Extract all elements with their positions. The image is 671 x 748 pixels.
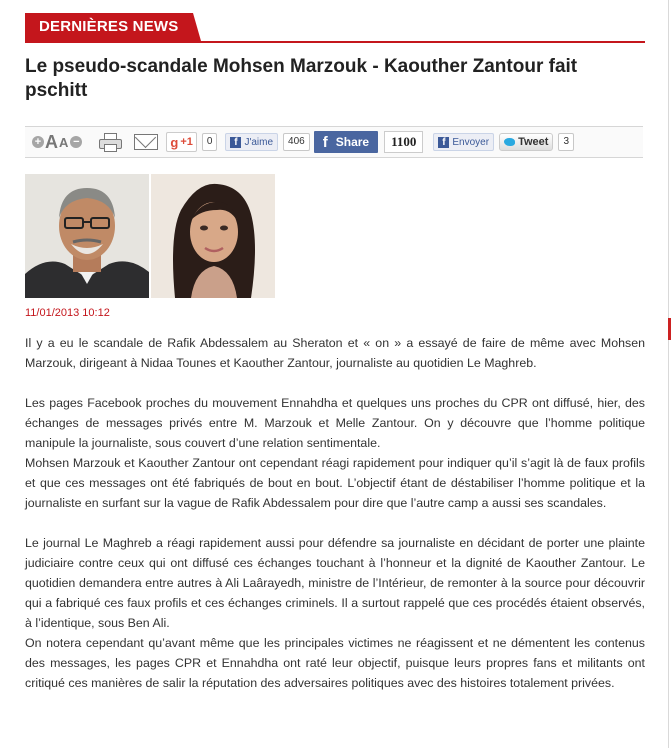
like-count: 406 — [283, 133, 310, 151]
article-body — [25, 333, 645, 693]
facebook-icon: f — [230, 137, 241, 148]
article-paragraph: Les pages Facebook proches du mouvement Ennahdha et quelques uns proches du CPR ont diffusé, hier, des échanges de messages privés entre M. Marzouk et Melle Zantour. On y découvre que l’homme politique manipule la journaliste, sous couvert d’une relation sentimentale. — [25, 396, 645, 450]
font-small-button[interactable]: A — [59, 134, 69, 150]
tweet-button[interactable] — [499, 133, 553, 151]
share-count: 1100 — [384, 131, 423, 153]
printer-icon[interactable] — [98, 132, 122, 152]
article-paragraph: Il y a eu le scandale de Rafik Abdessalem au Sheraton et « on » a essayé de faire de même avec Mohsen Marzouk, dirigeant à Nidaa Tounes et Kaouther Zantour, journaliste au quotidien Le Maghreb. — [25, 336, 645, 370]
section-header — [25, 13, 645, 43]
share-label: Share — [335, 135, 370, 149]
like-label: J'aime — [244, 136, 274, 148]
font-size-controls — [32, 132, 82, 153]
facebook-icon: f — [438, 137, 449, 148]
twitter-bird-icon — [504, 138, 515, 146]
font-increase-button[interactable]: + — [32, 136, 44, 148]
facebook-share-icon: f — [322, 133, 328, 151]
article-paragraph: On notera cependant qu’avant même que les principales victimes ne réagissent et ne démentent les contenus des messages, les pages CPR et Ennahdha ont raté leur objectif, puisque leurs propres fans et militants ont critiqué ces manières de salir la réputation des adversaires politiques avec des histoires totalement privées. — [25, 636, 645, 690]
send-label: Envoyer — [452, 136, 490, 148]
article-paragraph: Mohsen Marzouk et Kaouther Zantour ont cependant réagi rapidement pour indiquer qu’il s’agit là de faux profils et que ces messages ont été fabriqués de bout en bout. L’objectif étant de déstabiliser l’homme politique et la journaliste en surfant sur la vague de Rafik Abdessalem pour dire que l’autre camp a aussi ses scandales. — [25, 456, 645, 510]
font-large-button[interactable]: A — [45, 131, 58, 152]
facebook-send-button[interactable] — [433, 133, 494, 151]
right-divider — [668, 0, 669, 748]
photo-woman — [151, 174, 275, 298]
tweet-count: 3 — [558, 133, 574, 151]
font-decrease-button[interactable]: − — [70, 136, 82, 148]
google-plus-label: +1 — [180, 136, 193, 148]
envelope-icon[interactable] — [134, 134, 158, 150]
share-toolbar — [25, 126, 643, 158]
article-photos — [25, 174, 275, 298]
article-title: Le pseudo-scandale Mohsen Marzouk - Kaouther Zantour fait pschitt — [25, 56, 578, 101]
section-tab-title[interactable]: DERNIÈRES NEWS — [25, 13, 193, 41]
photo-man — [25, 174, 149, 298]
tweet-label: Tweet — [518, 136, 549, 148]
google-plus-button[interactable] — [166, 132, 197, 152]
google-plus-count: 0 — [202, 133, 218, 151]
publish-date: 11/01/2013 10:12 — [25, 307, 110, 319]
facebook-share-button[interactable] — [314, 131, 378, 153]
article-paragraph: Le journal Le Maghreb a réagi rapidement aussi pour défendre sa journaliste en décidant de porter une plainte judiciaire contre ceux qui ont diffusé ces échanges touchant à l’honneur et la dignité de Kaouther Zantour. Le quotidien demandera entre autres à Ali Laârayedh, ministre de l’Intérieur, de remonter à la source pour découvrir qui a fabriqué ces faux profils et ces échanges criminels. Il a surtout rappelé que ces procédés étaient observés, à l’identique, sous Ben Ali. — [25, 536, 645, 630]
google-plus-icon: g — [170, 134, 179, 150]
facebook-like-button[interactable] — [225, 133, 278, 151]
